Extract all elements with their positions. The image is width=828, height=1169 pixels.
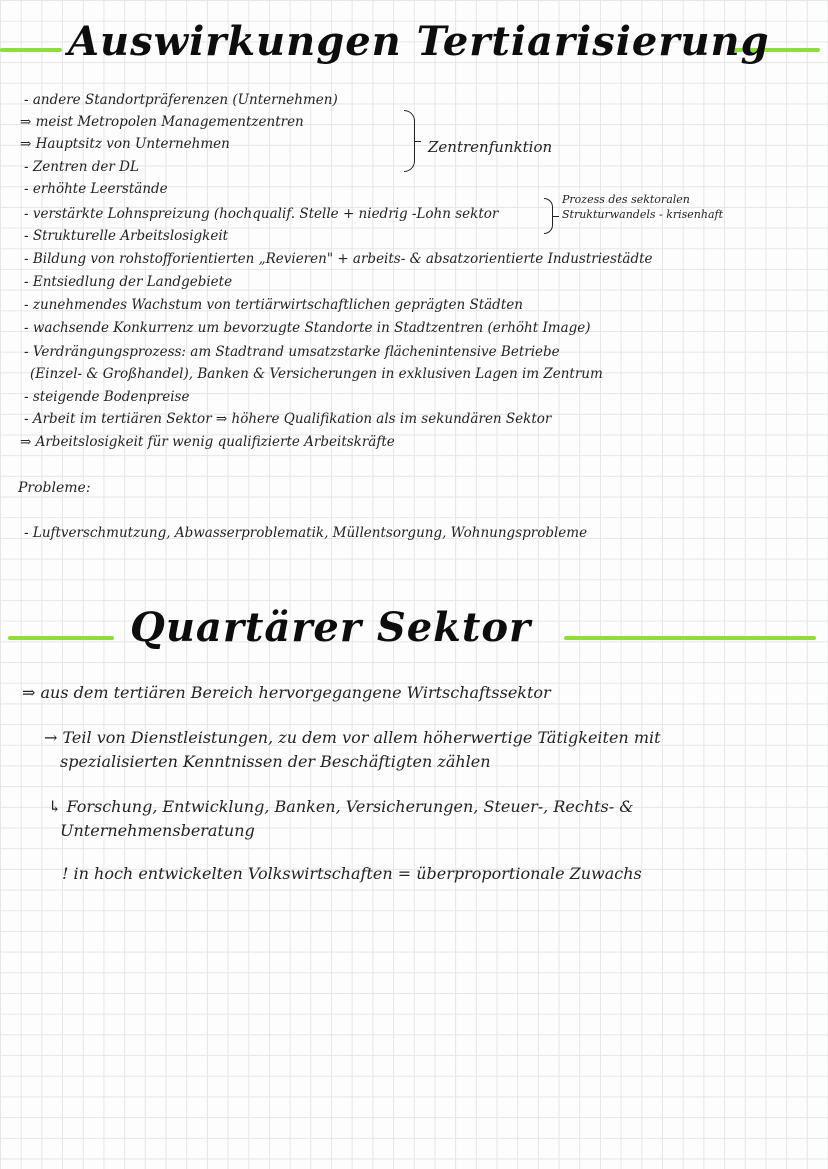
note-line: ⇒ Hauptsitz von Unternehmen bbox=[20, 136, 230, 152]
note-line: → Teil von Dienstleistungen, zu dem vor allem höherwertige Tätigkeiten mit bbox=[44, 728, 661, 747]
note-line: - erhöhte Leerstände bbox=[24, 181, 168, 197]
note-line: ⇒ meist Metropolen Managementzentren bbox=[20, 114, 304, 130]
note-line: - andere Standortpräferenzen (Unternehmen) bbox=[24, 92, 338, 108]
note-line: - wachsende Konkurrenz um bevorzugte Standorte in Stadtzentren (erhöht Image) bbox=[24, 320, 591, 336]
note-line: ⇒ Arbeitslosigkeit für wenig qualifizierte Arbeitskräfte bbox=[20, 434, 395, 450]
prozess-label-1: Prozess des sektoralen bbox=[562, 193, 690, 206]
probleme-text: - Luftverschmutzung, Abwasserproblematik, Müllentsorgung, Wohnungsprobleme bbox=[24, 525, 588, 541]
note-line: ⇒ aus dem tertiären Bereich hervorgegangene Wirtschaftssektor bbox=[22, 683, 551, 702]
note-line: - Arbeit im tertiären Sektor ⇒ höhere Qualifikation als im sekundären Sektor bbox=[24, 411, 552, 427]
title1-underline-left bbox=[0, 48, 62, 52]
note-line: ↳ Forschung, Entwicklung, Banken, Versicherungen, Steuer-, Rechts- & bbox=[48, 797, 634, 816]
note-line: - Verdrängungsprozess: am Stadtrand umsatzstarke flächenintensive Betriebe bbox=[24, 344, 560, 360]
note-line: (Einzel- & Großhandel), Banken & Versicherungen in exklusiven Lagen im Zentrum bbox=[30, 366, 603, 382]
brace-zentrenfunktion bbox=[404, 110, 415, 172]
zentrenfunktion-label: Zentrenfunktion bbox=[428, 138, 553, 156]
title2-underline-right bbox=[564, 636, 816, 640]
note-line: - verstärkte Lohnspreizung (hochqualif. Stelle + niedrig -Lohn sektor bbox=[24, 206, 499, 222]
note-line: - zunehmendes Wachstum von tertiärwirtschaftlichen geprägten Städten bbox=[24, 297, 523, 313]
note-line: - Strukturelle Arbeitslosigkeit bbox=[24, 228, 229, 244]
title-auswirkungen: Auswirkungen Tertiarisierung bbox=[68, 18, 770, 65]
prozess-label-2: Strukturwandels - krisenhaft bbox=[562, 208, 724, 221]
title-quartaerer-sektor: Quartärer Sektor bbox=[130, 604, 532, 651]
note-line: ! in hoch entwickelten Volkswirtschaften = überproportionale Zuwachs bbox=[62, 864, 642, 883]
brace-prozess bbox=[544, 198, 553, 234]
note-line: - Entsiedlung der Landgebiete bbox=[24, 274, 233, 290]
title2-underline-left bbox=[8, 636, 114, 640]
note-line: - steigende Bodenpreise bbox=[24, 389, 190, 405]
probleme-label: Probleme: bbox=[18, 480, 91, 496]
note-line: Unternehmensberatung bbox=[60, 821, 255, 840]
note-line: spezialisierten Kenntnissen der Beschäftigten zählen bbox=[60, 752, 491, 771]
note-line: - Zentren der DL bbox=[24, 159, 139, 175]
note-line: - Bildung von rohstofforientierten „Revieren" + arbeits- & absatzorientierte Industriestädte bbox=[24, 251, 653, 267]
